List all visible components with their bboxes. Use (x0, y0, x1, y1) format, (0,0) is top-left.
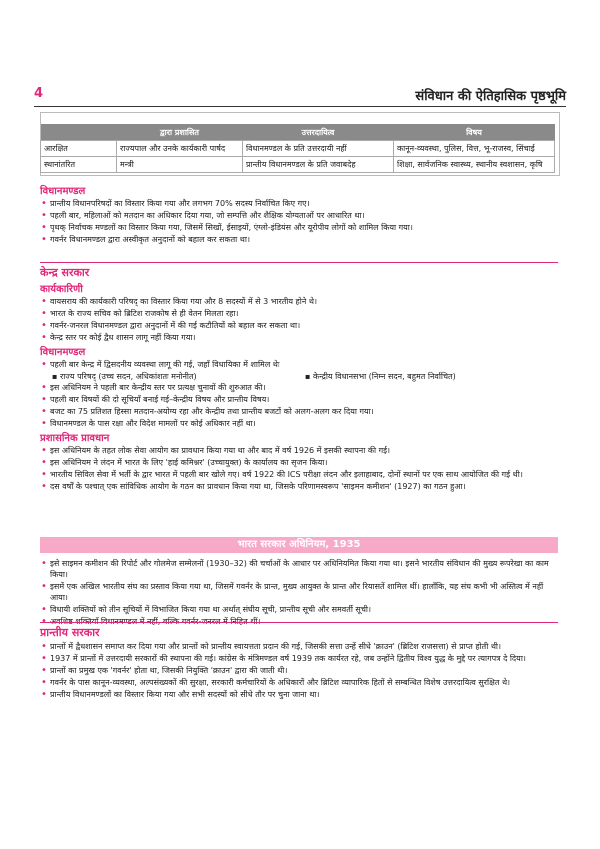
list-item: • इस अधिनियम ने पहली बार केन्द्रीय स्तर पर प्रत्यक्ष चुनावों की शुरुआत की। (40, 382, 558, 393)
bullet-list (40, 445, 558, 492)
subsection-heading: कार्यकारिणी (40, 284, 83, 295)
list-item: • गवर्नर-जनरल विधानमण्डल द्वारा अनुदानों में की गई कटौतियों को बहाल कर सकता था। (40, 320, 558, 331)
bullet-list (40, 296, 558, 343)
bullet-list (40, 359, 558, 370)
section-legislature (40, 183, 558, 246)
section-band: भारत सरकार अधिनियम, 1935 (40, 537, 558, 553)
page-title: संविधान की ऐतिहासिक पृष्ठभूमि (415, 89, 566, 104)
list-item: • इस अधिनियम के तहत लोक सेवा आयोग का प्रावधान किया गया था और बाद में वर्ष 1926 में इसकी स्थापना की गई। (40, 445, 558, 456)
table-cell: विधानमण्डल के प्रति उत्तरदायी नहीं (243, 141, 394, 157)
list-item: • भारत के राज्य सचिव को ब्रिटिश राजकोष से ही वेतन मिलता रहा। (40, 308, 558, 319)
page-number: 4 (34, 86, 44, 101)
bullet-list (40, 558, 558, 627)
section-heading: विधानमण्डल (40, 186, 86, 197)
table-header-cell: विषय (394, 124, 555, 141)
page-header (34, 86, 566, 107)
section-central-government (40, 262, 558, 493)
section-act-1935 (40, 558, 558, 628)
list-item: • प्रान्तों में द्वैधशासन समाप्त कर दिया गया और प्रान्तों को प्रान्तीय स्वायत्तता प्रदान की गई, जिसकी सत्ता उन्हें सीधे 'क्राउन' (ब्रिटिश राजसत्ता) से प्राप्त होती थी। (40, 641, 558, 652)
bullet-list (40, 382, 558, 429)
list-item: • वायसराय की कार्यकारी परिषद् का विस्तार किया गया और 8 सदस्यों में से 3 भारतीय होने थे। (40, 296, 558, 307)
table-header-cell: द्वारा प्रशासित (117, 124, 243, 141)
table-header-cell (41, 124, 117, 141)
subsection-heading: विधानमण्डल (40, 347, 86, 358)
list-item: • इसमें एक अखिल भारतीय संघ का प्रस्ताव किया गया था, जिसमें गवर्नर के प्रान्त, मुख्य आयुक्त के प्रान्त और रियासतें शामिल थीं। हालाँकि, यह संघ कभी भी अस्तित्व में नहीं आया। (40, 581, 558, 603)
section-heading: केन्द्र सरकार (40, 266, 90, 279)
table-cell: मन्त्री (117, 157, 243, 173)
list-item: • गवर्नर के पास कानून-व्यवस्था, अल्पसंख्यकों की सुरक्षा, सरकारी कर्मचारियों के अधिकारों और ब्रिटिश व्यापारिक हितों से सम्बन्धित विशेष उत्तरदायित्व सुरक्षित थे। (40, 677, 558, 688)
table-cell: राज्यपाल और उनके कार्यकारी पार्षद (117, 141, 243, 157)
list-item: • अवशिष्ट शक्तियाँ विधानमण्डल में नहीं, बल्कि गवर्नर-जनरल में निहित थीं। (40, 616, 558, 627)
list-item: • केन्द्र स्तर पर कोई द्वैध शासन लागू नहीं किया गया। (40, 332, 558, 343)
list-item: • पहली बार केन्द्र में द्विसदनीय व्यवस्था लागू की गई, जहाँ विधायिका में शामिल थेः (40, 359, 558, 370)
list-item: • बजट का 75 प्रतिशत हिस्सा मतदान-अयोग्य रहा और केन्द्रीय तथा प्रान्तीय बजटों को अलग-अलग कर दिया गया। (40, 406, 558, 417)
list-item: • प्रान्तों का प्रमुख एक 'गवर्नर' होता था, जिसकी नियुक्ति 'क्राउन' द्वारा की जाती थी। (40, 665, 558, 676)
table-row (41, 141, 555, 157)
list-item: • इसे साइमन कमीशन की रिपोर्ट और गोलमेज सम्मेलनों (1930–32) की चर्चाओं के आधार पर अधिनियमित किया गया था। इसने भारतीय संविधान की मुख्य रूपरेखा का काम किया। (40, 558, 558, 580)
table-cell: स्थानांतरित (41, 157, 117, 173)
table-row (41, 157, 555, 173)
list-item: • पहली बार विषयों की दो सूचियाँ बनाई गई–केन्द्रीय विषय और प्रान्तीय विषय। (40, 394, 558, 405)
list-item: • गवर्नर विधानमण्डल द्वारा अस्वीकृत अनुदानों को बहाल कर सकता था। (40, 234, 558, 245)
comparison-table (40, 124, 555, 173)
list-item: • विधानमण्डल के पास रक्षा और विदेश मामलों पर कोई अधिकार नहीं था। (40, 418, 558, 429)
table-cell: शिक्षा, सार्वजनिक स्वास्थ्य, स्थानीय स्वशासन, कृषि (394, 157, 555, 173)
houses-row (40, 371, 558, 382)
table-cell: आरक्षित (41, 141, 117, 157)
table-cell: प्रान्तीय विधानमण्डल के प्रति जवाबदेह (243, 157, 394, 173)
house-item: ▪ केन्द्रीय विधानसभा (निम्न सदन, बहुमत निर्वाचित) (305, 372, 456, 381)
table-header-row (41, 124, 555, 141)
list-item: • पृथक् निर्वाचक मण्डलों का विस्तार किया गया, जिसमें सिखों, ईसाइयों, एंग्लो-इंडियंस और यूरोपीय लोगों को शामिल किया गया। (40, 222, 558, 233)
house-item: ▪ राज्य परिषद् (उच्च सदन, अधिकांशतः मनोनीत) (52, 372, 197, 381)
list-item: • पहली बार, महिलाओं को मतदान का अधिकार दिया गया, जो सम्पत्ति और शैक्षिक योग्यताओं पर आधारित था। (40, 210, 558, 221)
list-item: • 1937 में प्रान्तों में उत्तरदायी सरकारों की स्थापना की गई। कांग्रेस के मंत्रिमण्डल वर्ष 1939 तक कार्यरत रहे, जब उन्होंने द्वितीय विश्व युद्ध के मुद्दे पर त्यागपत्र दे दिया। (40, 653, 558, 664)
list-item: • विधायी शक्तियों को तीन सूचियों में विभाजित किया गया था अर्थात् संघीय सूची, प्रान्तीय सूची और समवर्ती सूची। (40, 604, 558, 615)
table-cell: कानून-व्यवस्था, पुलिस, वित्त, भू-राजस्व, सिंचाई (394, 141, 555, 157)
list-item: • भारतीय सिविल सेवा में भर्ती के द्वार भारत में पहली बार खोले गए। वर्ष 1922 की ICS परीक्षा लंदन और इलाहाबाद, दोनों स्थानों पर एक साथ आयोजित की गई थी। (40, 469, 558, 480)
list-item: • प्रान्तीय विधानपरिषदों का विस्तार किया गया और लगभग 70% सदस्य निर्वाचित किए गए। (40, 198, 558, 209)
list-item: • प्रान्तीय विधानमण्डलों का विस्तार किया गया और सभी सदस्यों को सीधे तौर पर चुना जाना था। (40, 689, 558, 700)
bullet-list (40, 198, 558, 245)
section-divider (40, 622, 558, 623)
table-header-cell: उत्तरदायित्व (243, 124, 394, 141)
bullet-list (40, 641, 558, 700)
list-item: • दस वर्षों के पश्चात् एक सांविधिक आयोग के गठन का प्रावधान किया गया था, जिसके परिणामस्वरूप 'साइमन कमीशन' (1927) का गठन हुआ। (40, 481, 558, 492)
section-heading: प्रान्तीय सरकार (40, 626, 100, 639)
subsection-heading: प्रशासनिक प्रावधान (40, 433, 110, 444)
section-provincial-government (40, 622, 558, 701)
list-item: • इस अधिनियम ने लंदन में भारत के लिए 'हाई कमिश्नर' (उच्चायुक्त) के कार्यालय का सृजन किया। (40, 457, 558, 468)
section-divider (40, 262, 558, 263)
